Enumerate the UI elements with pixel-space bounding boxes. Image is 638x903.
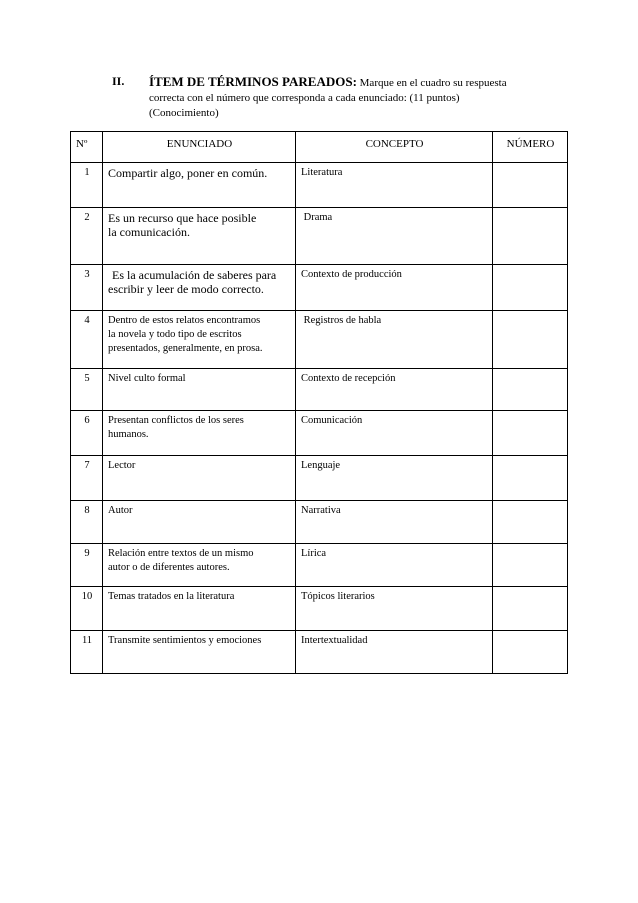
row-enunciado: Autor — [103, 501, 296, 544]
header-concepto: CONCEPTO — [296, 132, 493, 163]
answer-cell[interactable] — [493, 163, 568, 208]
header-n: Nº — [71, 132, 103, 163]
answer-cell[interactable] — [493, 311, 568, 369]
enunciado-line: Dentro de estos relatos encontramos — [108, 315, 261, 326]
answer-cell[interactable] — [493, 265, 568, 311]
answer-cell[interactable] — [493, 208, 568, 265]
enunciado-line: Compartir algo, poner en común. — [108, 166, 268, 180]
enunciado-line: Es la acumulación de saberes para — [112, 268, 277, 282]
instruction-line-2: correcta con el número que corresponda a cada enunciado: (11 puntos) — [149, 92, 460, 104]
concepto-text: Drama — [303, 212, 333, 223]
row-number: 3 — [71, 265, 103, 311]
enunciado-line: autor o de diferentes autores. — [108, 562, 230, 573]
row-number: 2 — [71, 208, 103, 265]
instruction-line-3: (Conocimiento) — [149, 107, 219, 119]
answer-cell[interactable] — [493, 631, 568, 674]
table-row — [71, 631, 568, 674]
enunciado-line: escribir y leer de modo correcto. — [108, 282, 264, 296]
enunciado-line: humanos. — [108, 429, 149, 440]
row-enunciado — [103, 311, 296, 369]
instruction-line-1: Marque en el cuadro su respuesta — [359, 77, 507, 89]
row-number: 6 — [71, 411, 103, 456]
row-enunciado: Transmite sentimientos y emociones — [103, 631, 296, 674]
table-row — [71, 544, 568, 587]
row-concepto: Lenguaje — [296, 456, 493, 501]
row-enunciado — [103, 411, 296, 456]
row-concepto: Contexto de producción — [296, 265, 493, 311]
row-number: 11 — [71, 631, 103, 674]
row-concepto: Contexto de recepción — [296, 369, 493, 411]
enunciado-line: Relación entre textos de un mismo — [108, 548, 254, 559]
row-enunciado: Nivel culto formal — [103, 369, 296, 411]
row-number: 8 — [71, 501, 103, 544]
enunciado-line: Presentan conflictos de los seres — [108, 415, 244, 426]
table-row — [71, 501, 568, 544]
row-enunciado — [103, 265, 296, 311]
section-number: II. — [112, 74, 125, 88]
row-number: 9 — [71, 544, 103, 587]
row-enunciado — [103, 544, 296, 587]
answer-cell[interactable] — [493, 411, 568, 456]
table-row — [71, 587, 568, 631]
answer-cell[interactable] — [493, 544, 568, 587]
row-number: 10 — [71, 587, 103, 631]
answer-cell[interactable] — [493, 456, 568, 501]
table-row — [71, 369, 568, 411]
row-concepto — [296, 208, 493, 265]
row-enunciado: Lector — [103, 456, 296, 501]
row-enunciado — [103, 163, 296, 208]
section-instructions — [149, 74, 569, 121]
table-row — [71, 411, 568, 456]
paired-terms-table — [70, 131, 568, 674]
row-number: 1 — [71, 163, 103, 208]
header-enunciado: ENUNCIADO — [103, 132, 296, 163]
concepto-text: Registros de habla — [303, 315, 382, 326]
enunciado-line: presentados, generalmente, en prosa. — [108, 343, 263, 354]
table-row — [71, 163, 568, 208]
row-enunciado — [103, 208, 296, 265]
row-concepto: Literatura — [296, 163, 493, 208]
table-row — [71, 208, 568, 265]
section-title: ÍTEM DE TÉRMINOS PAREADOS: — [149, 74, 357, 89]
table-header-row — [71, 132, 568, 163]
row-number: 5 — [71, 369, 103, 411]
row-number: 4 — [71, 311, 103, 369]
answer-cell[interactable] — [493, 369, 568, 411]
enunciado-line: la comunicación. — [108, 225, 190, 239]
row-concepto: Tópicos literarios — [296, 587, 493, 631]
enunciado-line: Es un recurso que hace posible — [108, 211, 257, 225]
row-concepto — [296, 311, 493, 369]
enunciado-line: la novela y todo tipo de escritos — [108, 329, 242, 340]
row-concepto: Lírica — [296, 544, 493, 587]
header-numero: NÚMERO — [493, 132, 568, 163]
row-enunciado: Temas tratados en la literatura — [103, 587, 296, 631]
row-concepto: Intertextualidad — [296, 631, 493, 674]
table-row — [71, 311, 568, 369]
table-row — [71, 265, 568, 311]
row-concepto: Narrativa — [296, 501, 493, 544]
answer-cell[interactable] — [493, 587, 568, 631]
row-concepto: Comunicación — [296, 411, 493, 456]
table-row — [71, 456, 568, 501]
row-number: 7 — [71, 456, 103, 501]
answer-cell[interactable] — [493, 501, 568, 544]
